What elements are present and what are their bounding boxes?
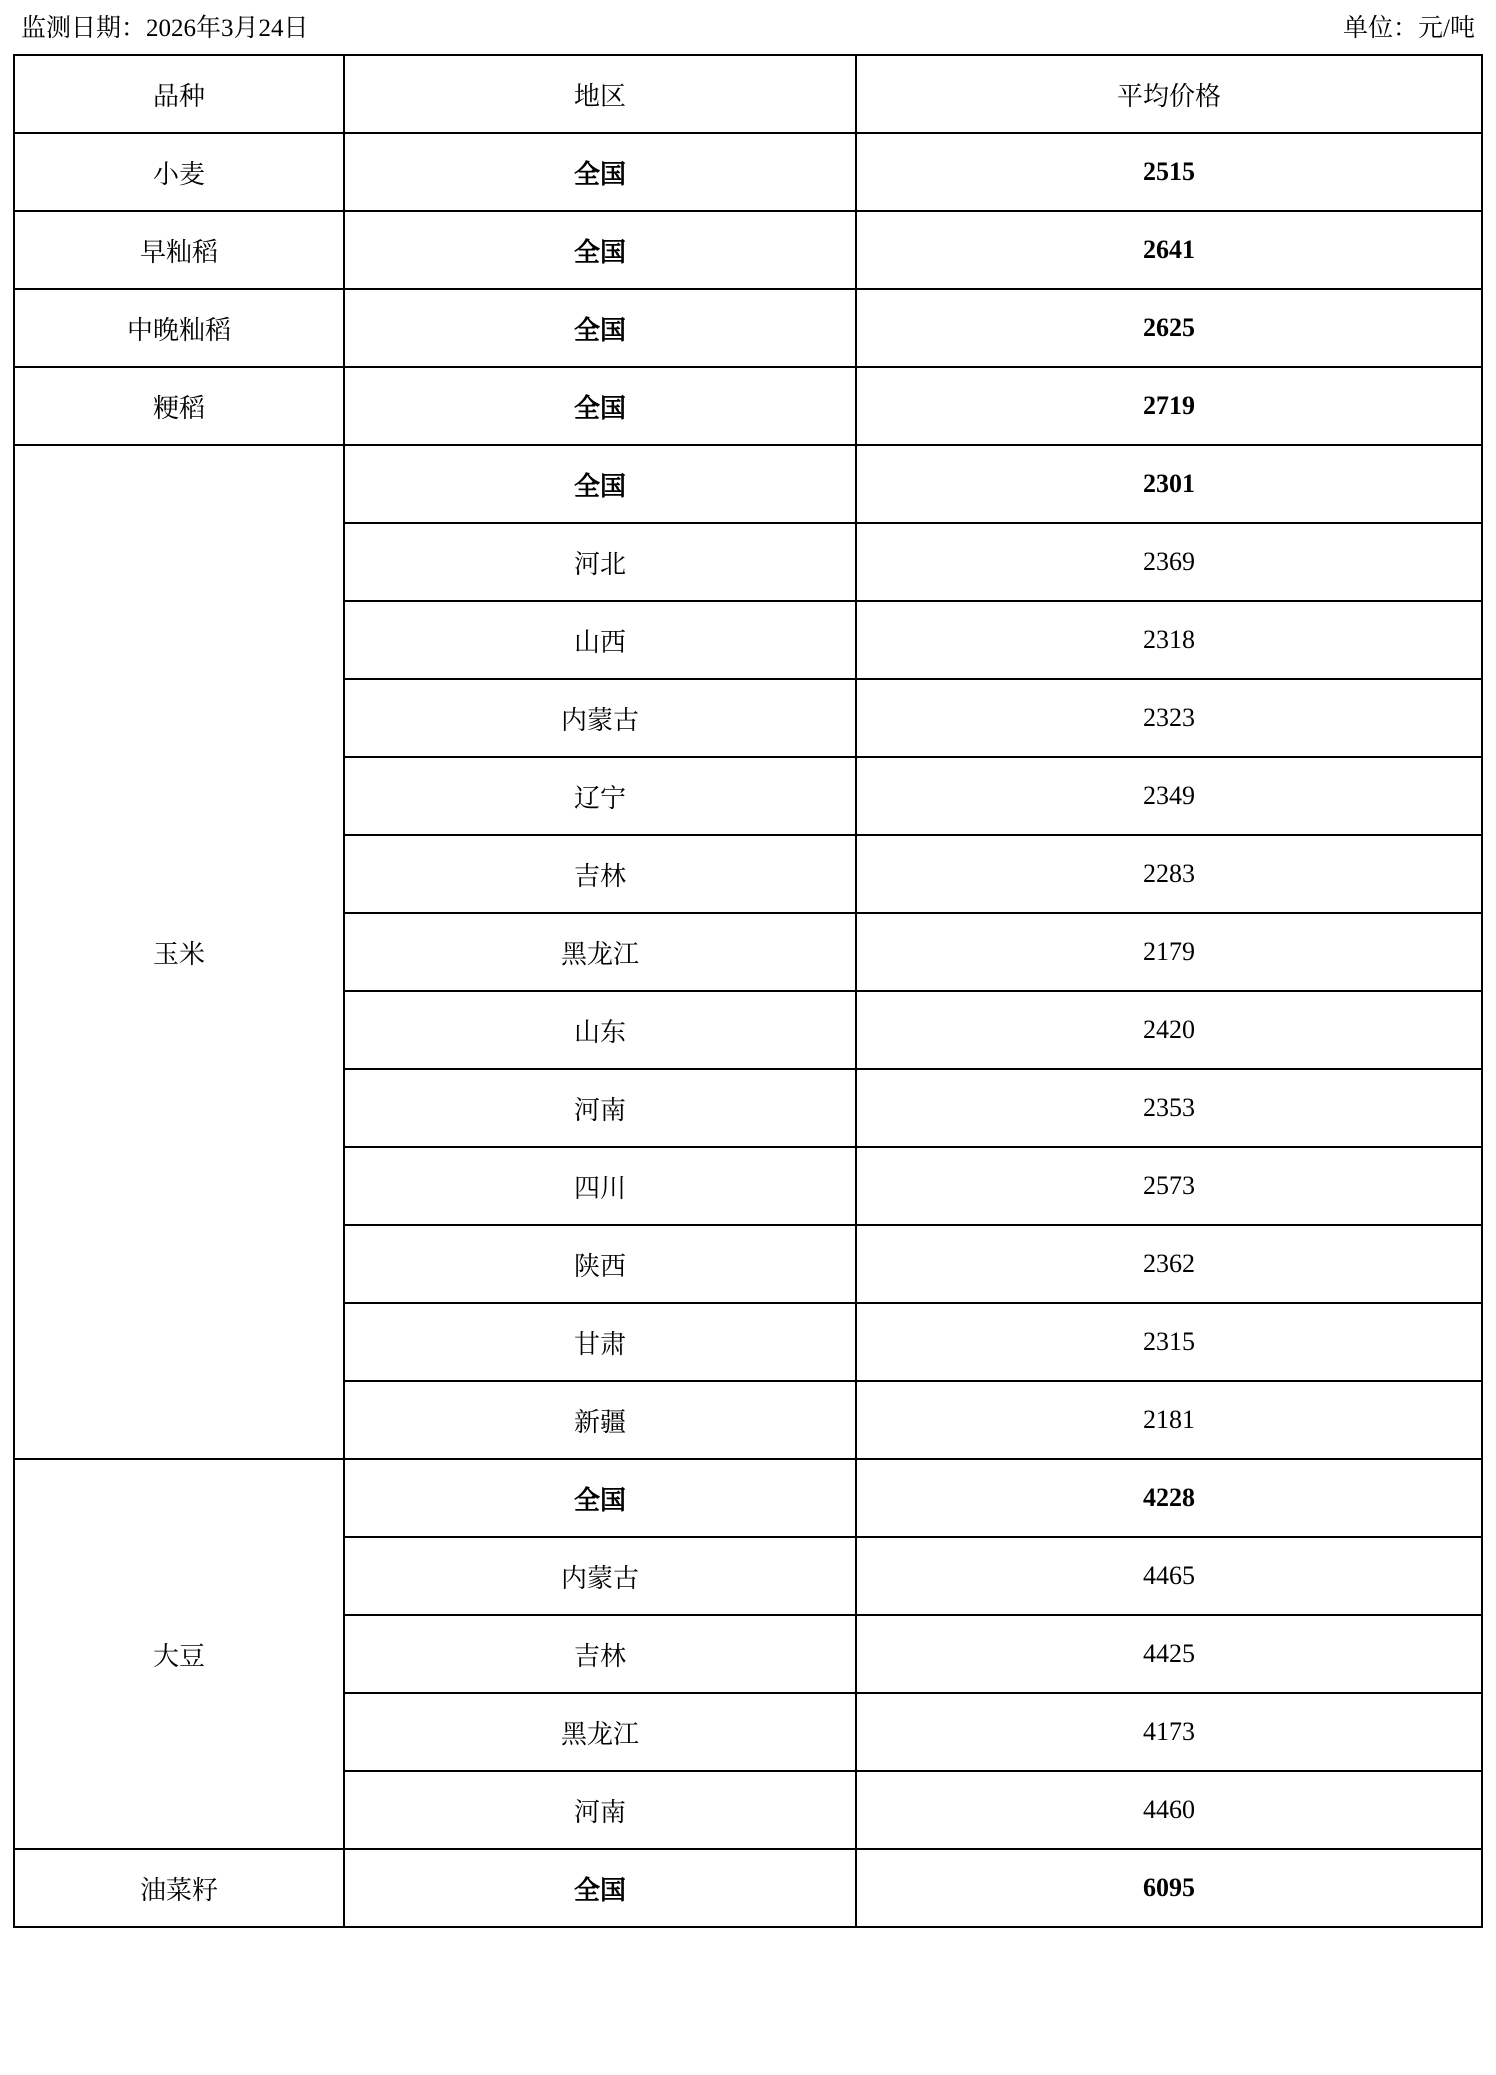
cell-price: 2315 [856,1303,1482,1381]
cell-region: 河南 [344,1771,856,1849]
cell-price: 4425 [856,1615,1482,1693]
monitoring-date: 监测日期：2026年3月24日 [21,15,309,42]
cell-price: 2353 [856,1069,1482,1147]
grain-price-table [13,54,1483,1928]
cell-price: 4465 [856,1537,1482,1615]
cell-price: 2301 [856,445,1482,523]
cell-price: 2719 [856,367,1482,445]
cell-region: 全国 [344,289,856,367]
cell-region: 黑龙江 [344,1693,856,1771]
cell-price: 2641 [856,211,1482,289]
column-header-variety: 品种 [14,55,344,133]
cell-price: 2573 [856,1147,1482,1225]
cell-price: 2181 [856,1381,1482,1459]
cell-region: 甘肃 [344,1303,856,1381]
table-row [14,1459,1482,1537]
table-row [14,211,1482,289]
cell-variety: 小麦 [14,133,344,211]
cell-price: 2515 [856,133,1482,211]
cell-price: 2349 [856,757,1482,835]
cell-region: 山西 [344,601,856,679]
cell-price: 2369 [856,523,1482,601]
cell-variety: 油菜籽 [14,1849,344,1927]
cell-price: 2625 [856,289,1482,367]
cell-price: 2362 [856,1225,1482,1303]
table-row [14,289,1482,367]
cell-region: 吉林 [344,835,856,913]
cell-variety: 粳稻 [14,367,344,445]
cell-region: 内蒙古 [344,1537,856,1615]
cell-price: 4228 [856,1459,1482,1537]
cell-variety: 玉米 [14,445,344,1459]
cell-region: 全国 [344,445,856,523]
cell-variety: 早籼稻 [14,211,344,289]
report-meta-row [7,14,1489,54]
column-header-price: 平均价格 [856,55,1482,133]
cell-price: 2283 [856,835,1482,913]
cell-price: 2420 [856,991,1482,1069]
unit-label: 单位：元/吨 [1343,15,1475,42]
table-row [14,367,1482,445]
cell-region: 全国 [344,211,856,289]
column-header-region: 地区 [344,55,856,133]
cell-region: 山东 [344,991,856,1069]
cell-region: 新疆 [344,1381,856,1459]
cell-region: 黑龙江 [344,913,856,991]
cell-price: 6095 [856,1849,1482,1927]
cell-region: 全国 [344,1849,856,1927]
cell-region: 辽宁 [344,757,856,835]
table-row [14,133,1482,211]
cell-price: 2323 [856,679,1482,757]
cell-variety: 中晚籼稻 [14,289,344,367]
cell-region: 河南 [344,1069,856,1147]
cell-region: 全国 [344,133,856,211]
cell-region: 全国 [344,367,856,445]
cell-variety: 大豆 [14,1459,344,1849]
table-row [14,1849,1482,1927]
cell-region: 吉林 [344,1615,856,1693]
cell-price: 4460 [856,1771,1482,1849]
cell-price: 4173 [856,1693,1482,1771]
table-header-row [14,55,1482,133]
cell-region: 内蒙古 [344,679,856,757]
cell-region: 陕西 [344,1225,856,1303]
table-body [14,55,1482,1927]
cell-region: 全国 [344,1459,856,1537]
cell-region: 河北 [344,523,856,601]
table-row [14,445,1482,523]
cell-price: 2179 [856,913,1482,991]
cell-price: 2318 [856,601,1482,679]
cell-region: 四川 [344,1147,856,1225]
